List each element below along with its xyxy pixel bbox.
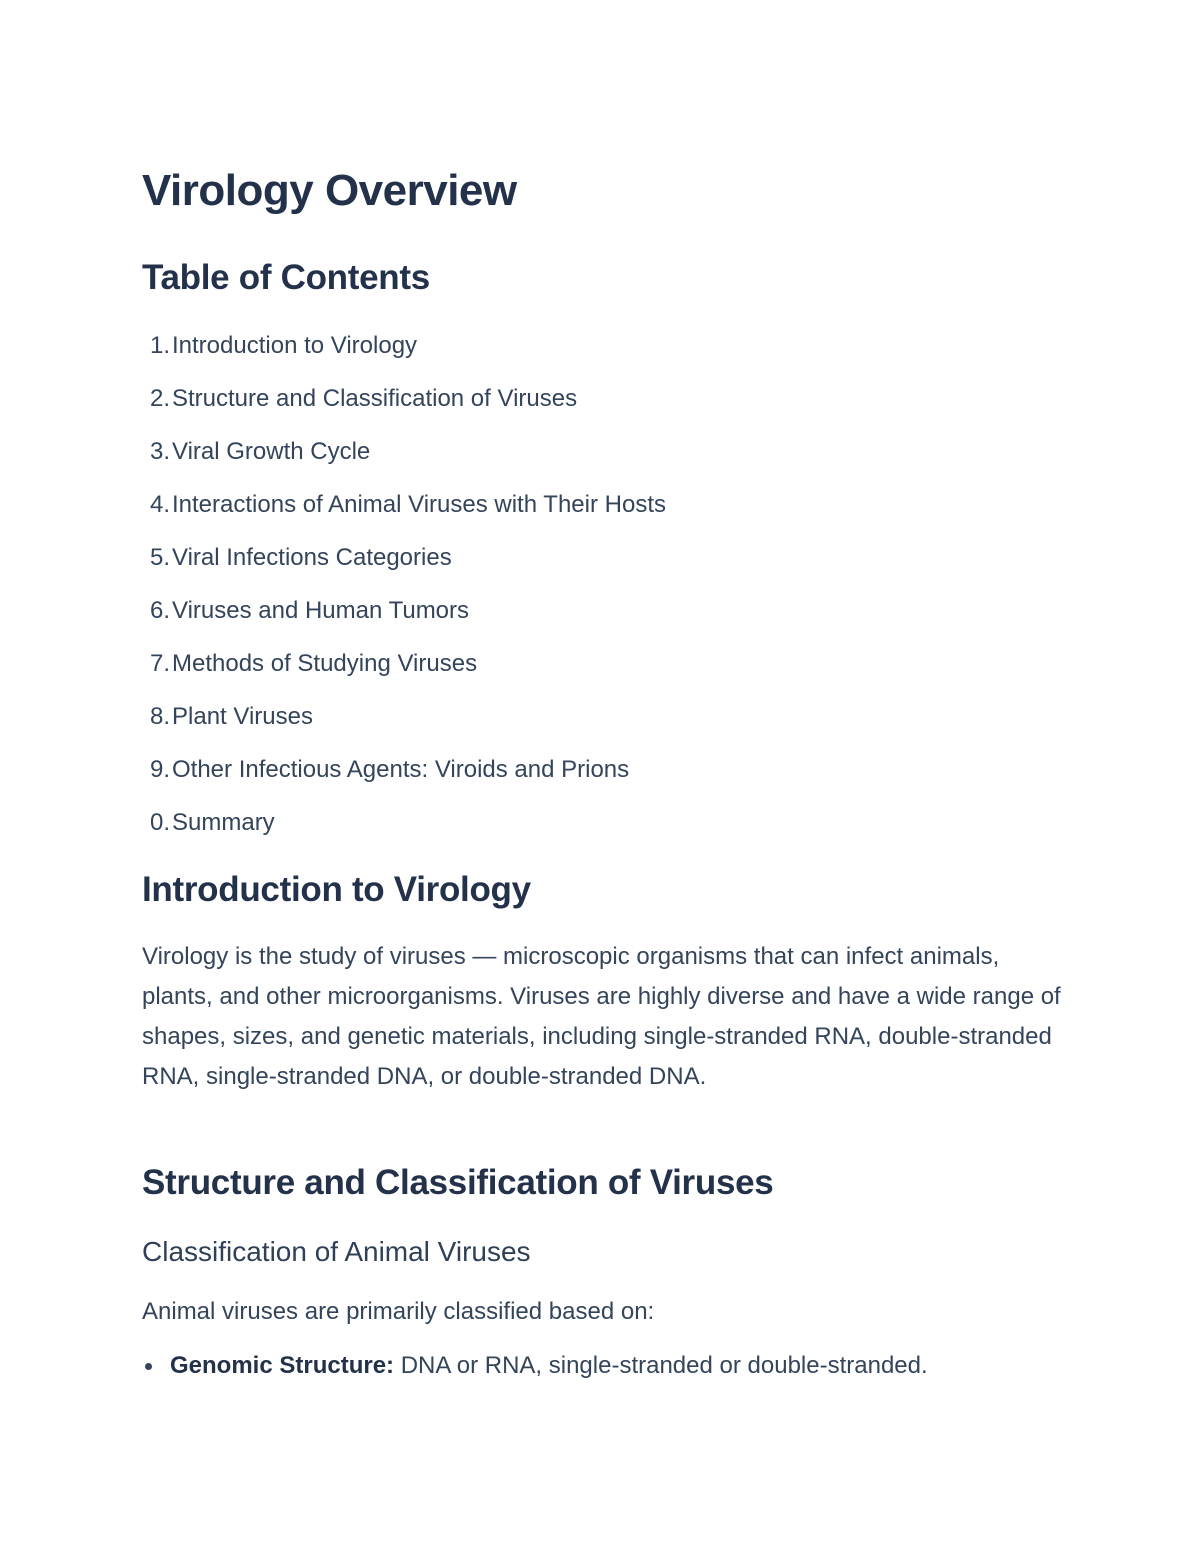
toc-item-number: 8. xyxy=(149,703,170,730)
toc-item xyxy=(142,754,666,807)
classification-bullet-list xyxy=(142,1348,1062,1384)
toc-item-number: 3. xyxy=(149,438,170,465)
toc-item-number: 7. xyxy=(149,650,170,677)
toc-item-number: 1. xyxy=(149,332,170,359)
toc-item-label: Viral Growth Cycle xyxy=(172,438,371,465)
toc-item xyxy=(142,489,666,542)
bullet-term: Genomic Structure: xyxy=(170,1352,395,1379)
toc-item-label: Other Infectious Agents: Viroids and Prions xyxy=(172,756,630,783)
toc-item xyxy=(142,330,666,383)
classification-lead: Animal viruses are primarily classified based on: xyxy=(142,1298,655,1325)
structure-heading: Structure and Classification of Viruses xyxy=(142,1163,774,1202)
toc-item-label: Interactions of Animal Viruses with Their Hosts xyxy=(172,491,666,518)
list-item xyxy=(142,1348,1062,1384)
intro-paragraph: Virology is the study of viruses — microscopic organisms that can infect animals, plants, and other microorganisms. Viruses are highly diverse and have a wide range of shapes, sizes, and genetic materials, including single-stranded RNA, double-stranded RNA, single-stranded DNA, or double-stranded DNA. xyxy=(142,943,1061,1090)
document-title: Virology Overview xyxy=(142,166,517,215)
toc-item-label: Summary xyxy=(172,809,275,836)
toc-item xyxy=(142,383,666,436)
toc-heading: Table of Contents xyxy=(142,258,430,297)
toc-item-label: Methods of Studying Viruses xyxy=(172,650,478,677)
toc-item xyxy=(142,648,666,701)
toc-item-number: 5. xyxy=(149,544,170,571)
table-of-contents xyxy=(142,330,666,860)
toc-item xyxy=(142,542,666,595)
toc-item xyxy=(142,807,666,860)
toc-item-label: Plant Viruses xyxy=(172,703,313,730)
toc-item-label: Viruses and Human Tumors xyxy=(172,597,470,624)
bullet-dot-icon xyxy=(145,1363,152,1370)
classification-subheading: Classification of Animal Viruses xyxy=(142,1236,531,1267)
toc-item xyxy=(142,595,666,648)
toc-item xyxy=(142,701,666,754)
toc-item xyxy=(142,436,666,489)
bullet-text: DNA or RNA, single-stranded or double-stranded. xyxy=(394,1352,928,1379)
toc-item-label: Introduction to Virology xyxy=(172,332,418,359)
toc-item-label: Viral Infections Categories xyxy=(172,544,452,571)
toc-item-number: 6. xyxy=(149,597,170,624)
toc-item-number: 0. xyxy=(149,809,170,836)
intro-heading: Introduction to Virology xyxy=(142,870,531,909)
toc-item-label: Structure and Classification of Viruses xyxy=(172,385,578,412)
toc-item-number: 2. xyxy=(149,385,170,412)
toc-item-number: 4. xyxy=(149,491,170,518)
toc-item-number: 9. xyxy=(149,756,170,783)
